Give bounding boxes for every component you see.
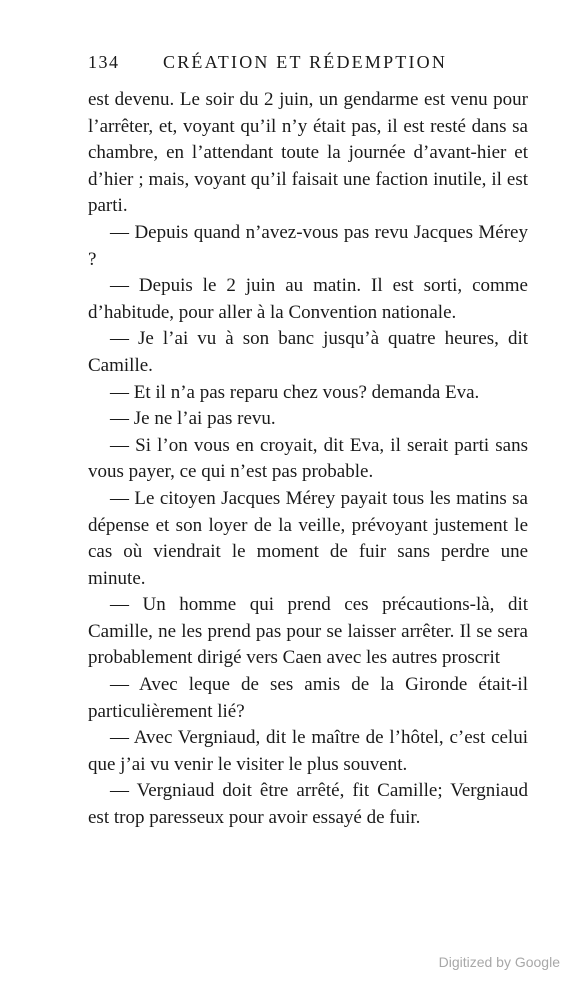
paragraph: — Avec leque de ses amis de la Gironde était-il particulièrement lié?	[88, 674, 528, 722]
body-text	[88, 87, 528, 832]
page-header	[88, 52, 528, 76]
digitized-watermark: Digitized by Google	[438, 954, 560, 970]
running-title: CRÉATION ET RÉDEMPTION	[163, 52, 448, 72]
paragraph: — Avec Vergniaud, dit le maître de l’hôtel, c’est celui que j’ai vu venir le visiter le plus souvent.	[88, 727, 528, 775]
paragraph: — Depuis quand n’avez-vous pas revu Jacques Mérey ?	[88, 221, 528, 270]
paragraph: est devenu. Le soir du 2 juin, un gendarme est venu pour l’arrêter, et, voyant qu’il n’y était pas, il est resté dans sa chambre, en l’attendant toute la journée d’avant-hier et d’hier ; mais, voyant qu’il faisait une faction inutile, il est parti.	[88, 89, 528, 217]
page-number: 134	[88, 52, 120, 72]
paragraph: — Et il n’a pas reparu chez vous? demanda Eva.	[110, 381, 480, 403]
paragraph: — Je l’ai vu à son banc jusqu’à quatre heures, dit Camille.	[88, 328, 528, 376]
paragraph: — Depuis le 2 juin au matin. Il est sorti, comme d’habitude, pour aller à la Convention nationale.	[88, 275, 528, 323]
paragraph: — Si l’on vous en croyait, dit Eva, il serait parti sans vous payer, ce qui n’est pas probable.	[88, 434, 528, 483]
paragraph: — Vergniaud doit être arrêté, fit Camille; Vergniaud est trop paresseux pour avoir essayé de fuir.	[88, 780, 528, 829]
paragraph: — Le citoyen Jacques Mérey payait tous les matins sa dépense et son loyer de la veille, prévoyant justement le cas où viendrait le moment de fuir sans perdre une minute.	[88, 487, 528, 589]
paragraph: — Un homme qui prend ces précautions-là, dit Camille, ne les prend pas pour se laisser arrêter. Il se sera probablement dirigé vers Caen avec les autres proscrit	[88, 594, 528, 669]
paragraph: — Je ne l’ai pas revu.	[110, 408, 276, 430]
